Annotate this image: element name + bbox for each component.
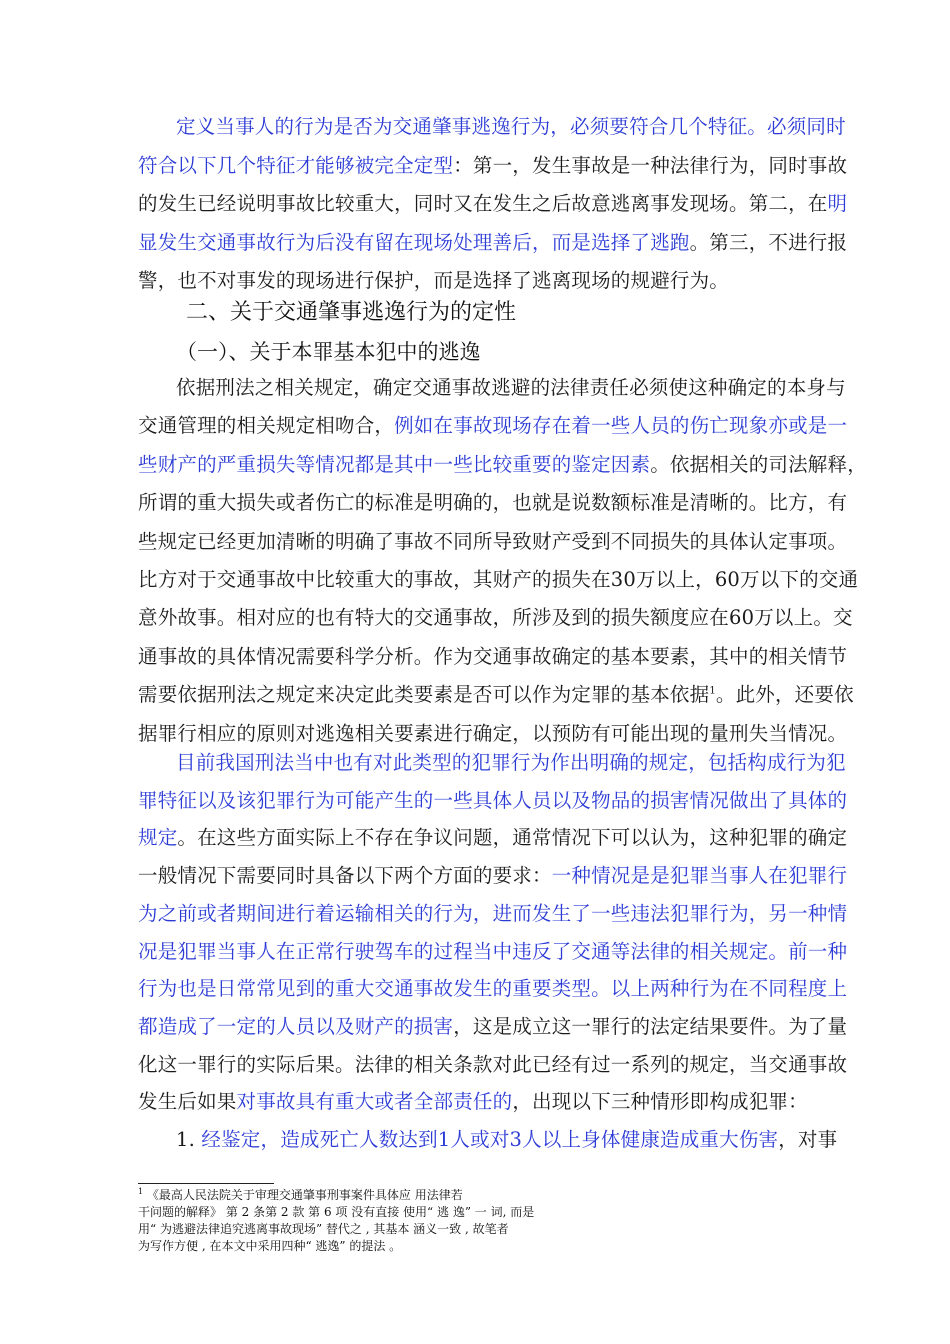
text-line [176, 369, 876, 407]
text-run: ：第一，发生事故是一种法律行为，同时事故 [453, 153, 848, 177]
text-line [138, 147, 848, 185]
text-run: 交通管理的相关规定相吻合， [138, 414, 395, 438]
text-run: ，出现以下三种情形即构成犯罪： [512, 1090, 808, 1114]
text-run: 化这一罪行的实际后果。法律的相关条款对此已经有过一系列的规定，当交通事故 [138, 1052, 848, 1076]
footnote-line-3: 用“ 为逃避法律追究逃离事故现场” 替代之 , 其基本 涵义一致 , 故笔者 [138, 1222, 509, 1236]
list-item-1 [176, 1121, 876, 1159]
text-line [138, 224, 848, 262]
text-run: 通事故的具体情况需要科学分析。作为交通事故确定的基本要素，其中的相关情节 [138, 644, 848, 668]
text-run: 显发生交通事故行为后没有留在现场处理善后，而是选择了逃跑 [138, 230, 690, 254]
text-run: 1. [176, 1128, 202, 1151]
text-run: 定义当事人的行为是否为交通肇事逃逸行为，必须要符合几个特征。必须同时 [176, 115, 846, 138]
text-line [138, 857, 848, 895]
text-run: 都造成了一定的人员以及财产的损害 [138, 1014, 454, 1038]
text-line [138, 782, 848, 820]
text-run: 经鉴定，造成死亡人数达到1人或对3人以上身体健康造成重大伤害 [201, 1128, 779, 1151]
text-run: 警，也不对事发的现场进行保护，而是选择了逃离现场的规避行为。 [138, 269, 730, 293]
text-run: 例如在事故现场存在着一些人员的伤亡现象亦或是一 [394, 414, 848, 438]
text-line [138, 407, 848, 445]
text-line [138, 933, 848, 971]
footnote-line-2: 干问题的解释》 第 2 条第 2 款 第 6 项 没有直接 使用“ 逃 逸” 一 词, 而是 [138, 1205, 535, 1219]
text-run: ，对事 [778, 1128, 838, 1151]
text-line [176, 744, 876, 782]
text-line [138, 523, 848, 561]
footnote-ref: 1 [709, 685, 716, 697]
text-line [138, 819, 848, 857]
text-run: 为之前或者期间进行着运输相关的行为，进而发生了一些违法犯罪行为，另一种情 [138, 901, 848, 925]
text-run: 规定 [138, 826, 178, 850]
text-run: 些规定已经更加清晰的明确了事故不同所导致财产受到不同损失的具体认定事项。 [138, 529, 848, 553]
text-run: 。在这些方面实际上不存在争议问题，通常情况下可以认为，这种犯罪的确定 [177, 826, 848, 850]
text-line [176, 108, 876, 146]
text-run: 目前我国刑法当中也有对此类型的犯罪行为作出明确的规定，包括构成行为犯 [176, 751, 846, 774]
text-line [138, 1083, 838, 1121]
footnote-line-1: $^1$ 《最高人民法院关于审理交通肇事刑事案件具体应 用法律若 [138, 1187, 463, 1202]
text-line [138, 638, 848, 676]
text-run: 况是犯罪当事人在正常行驶驾车的过程当中违反了交通等法律的相关规定。前一种 [138, 939, 848, 963]
text-run: 的发生已经说明事故比较重大，同时又在发生之后故意逃离事发现场。第二，在 [138, 192, 828, 216]
text-line [138, 1008, 848, 1046]
text-line [138, 970, 848, 1008]
text-run: 明 [827, 192, 848, 216]
text-run: 所谓的重大损失或者伤亡的标准是明确的，也就是说数额标准是清晰的。比方，有 [138, 491, 848, 515]
text-line [138, 599, 853, 637]
text-run: 据罪行相应的原则对逃逸相关要素进行确定，以预防有可能出现的量刑失当情况。 [138, 721, 848, 745]
text-line [138, 446, 867, 484]
footnote-marker: 1 [138, 1187, 144, 1196]
text-run: 需要依据刑法之规定来决定此类要素是否可以作为定罪的基本依据 [138, 683, 710, 707]
subsection-heading: （一）、关于本罪基本犯中的逃逸 [176, 340, 481, 364]
text-run: 。第三，不进行报 [689, 230, 848, 254]
text-run: 罪特征以及该犯罪行为可能产生的一些具体人员以及物品的损害情况做出了具体的 [138, 788, 848, 812]
text-run: 一种情况是是犯罪当事人在犯罪行 [551, 864, 848, 888]
text-run: 发生后如果 [138, 1090, 237, 1114]
text-line [138, 1046, 848, 1084]
text-run: 行为也是日常常见到的重大交通事故发生的重要类型。以上两种行为在不同程度上 [138, 977, 848, 1001]
text-run: 符合以下几个特征才能够被完全定型 [138, 153, 454, 177]
text-line [138, 676, 854, 714]
footnote-divider [138, 1183, 274, 1184]
text-run: 依据刑法之相关规定，确定交通事故逃避的法律责任必须使这种确定的本身与 [176, 376, 846, 399]
text-line [138, 561, 859, 599]
text-run: 一般情况下需要同时具备以下两个方面的要求： [138, 864, 552, 888]
footnote-line-4: 为写作方便 , 在本文中采用四种“ 逃逸” 的提法 。 [138, 1239, 402, 1253]
text-run: 对事故具有重大或者全部责任的 [236, 1090, 513, 1114]
text-run: ，这是成立这一罪行的法定结果要件。为了量 [453, 1014, 848, 1038]
text-line [138, 484, 848, 522]
text-run: 。此外，还要依 [715, 683, 854, 707]
section-heading: 二、关于交通肇事逃逸行为的定性 [186, 300, 517, 325]
text-run: 些财产的严重损失等情况都是其中一些比较重要的鉴定因素 [138, 452, 651, 476]
text-run: 。依据相关的司法解释， [650, 452, 867, 476]
text-run: 意外故事。相对应的也有特大的交通事故，所涉及到的损失额度应在60万以上。交 [138, 606, 853, 630]
text-line [138, 895, 848, 933]
text-line [138, 185, 848, 223]
text-run: 比方对于交通事故中比较重大的事故，其财产的损失在30万以上，60万以下的交通 [138, 568, 859, 591]
